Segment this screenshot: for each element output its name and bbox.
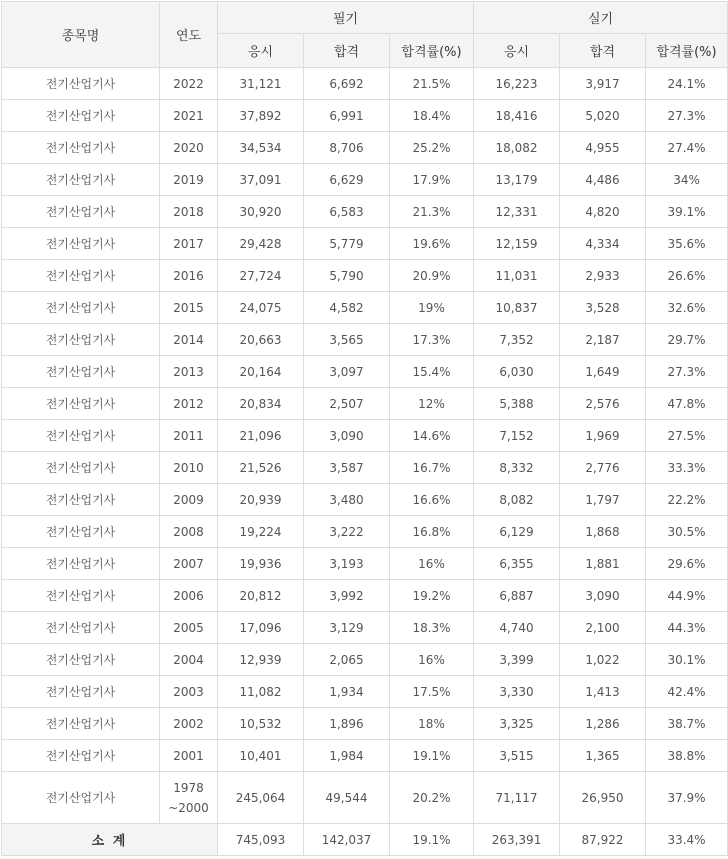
- cell-practical-pass: 4,334: [560, 228, 646, 260]
- table-row: [2, 420, 728, 452]
- cell-practical-apply: 16,223: [474, 68, 560, 100]
- cell-practical-apply: 5,388: [474, 388, 560, 420]
- cell-written-apply: 10,401: [218, 740, 304, 772]
- cell-practical-apply: 3,325: [474, 708, 560, 740]
- table-row: [2, 228, 728, 260]
- cell-practical-rate: 38.8%: [646, 740, 728, 772]
- cell-written-apply: 19,936: [218, 548, 304, 580]
- cell-practical-pass: 2,776: [560, 452, 646, 484]
- cell-written-pass: 3,097: [304, 356, 390, 388]
- cell-name: 전기산업기사: [2, 644, 160, 676]
- cell-written-rate: 17.5%: [390, 676, 474, 708]
- cell-year: 2021: [160, 100, 218, 132]
- table-row: [2, 612, 728, 644]
- table-row: [2, 356, 728, 388]
- cell-written-apply: 37,091: [218, 164, 304, 196]
- total-written-rate: 19.1%: [390, 824, 474, 856]
- cell-practical-apply: 8,082: [474, 484, 560, 516]
- cell-name: 전기산업기사: [2, 772, 160, 824]
- cell-practical-apply: 8,332: [474, 452, 560, 484]
- cell-practical-pass: 1,413: [560, 676, 646, 708]
- cell-practical-apply: 13,179: [474, 164, 560, 196]
- cell-practical-rate: 27.5%: [646, 420, 728, 452]
- cell-year: 2004: [160, 644, 218, 676]
- cell-practical-apply: 7,152: [474, 420, 560, 452]
- cell-practical-pass: 3,917: [560, 68, 646, 100]
- cell-written-pass: 5,779: [304, 228, 390, 260]
- cell-written-pass: 2,065: [304, 644, 390, 676]
- cell-written-pass: 6,991: [304, 100, 390, 132]
- cell-practical-rate: 33.3%: [646, 452, 728, 484]
- cell-year: 2009: [160, 484, 218, 516]
- cell-year: 2013: [160, 356, 218, 388]
- cell-year: 2006: [160, 580, 218, 612]
- cell-practical-apply: 6,355: [474, 548, 560, 580]
- cell-practical-pass: 1,286: [560, 708, 646, 740]
- cell-practical-apply: 3,330: [474, 676, 560, 708]
- cell-written-pass: 4,582: [304, 292, 390, 324]
- cell-year: 2010: [160, 452, 218, 484]
- total-row: [2, 824, 728, 856]
- cell-name: 전기산업기사: [2, 580, 160, 612]
- cell-written-rate: 12%: [390, 388, 474, 420]
- cell-written-rate: 19.2%: [390, 580, 474, 612]
- cell-written-pass: 1,896: [304, 708, 390, 740]
- cell-name: 전기산업기사: [2, 356, 160, 388]
- cell-practical-rate: 30.5%: [646, 516, 728, 548]
- cell-name: 전기산업기사: [2, 612, 160, 644]
- cell-written-pass: 3,587: [304, 452, 390, 484]
- cell-practical-pass: 3,090: [560, 580, 646, 612]
- cell-written-rate: 25.2%: [390, 132, 474, 164]
- header-written-rate: 합격률(%): [390, 34, 474, 68]
- table-row: [2, 164, 728, 196]
- cell-practical-pass: 2,187: [560, 324, 646, 356]
- cell-written-pass: 6,629: [304, 164, 390, 196]
- cell-written-apply: 17,096: [218, 612, 304, 644]
- table-row: [2, 580, 728, 612]
- table-row: [2, 740, 728, 772]
- cell-practical-rate: 42.4%: [646, 676, 728, 708]
- header-practical-rate: 합격률(%): [646, 34, 728, 68]
- total-label: 소 계: [2, 824, 218, 856]
- cell-written-apply: 10,532: [218, 708, 304, 740]
- cell-written-pass: 2,507: [304, 388, 390, 420]
- total-practical-apply: 263,391: [474, 824, 560, 856]
- cell-written-rate: 17.9%: [390, 164, 474, 196]
- cell-practical-rate: 30.1%: [646, 644, 728, 676]
- cell-year: 2022: [160, 68, 218, 100]
- cell-written-apply: 24,075: [218, 292, 304, 324]
- cell-year: 2016: [160, 260, 218, 292]
- cell-written-rate: 18.3%: [390, 612, 474, 644]
- cell-written-apply: 245,064: [218, 772, 304, 824]
- cell-written-rate: 19%: [390, 292, 474, 324]
- cell-written-rate: 16%: [390, 644, 474, 676]
- cell-practical-rate: 35.6%: [646, 228, 728, 260]
- cell-practical-rate: 34%: [646, 164, 728, 196]
- cell-written-rate: 16.7%: [390, 452, 474, 484]
- cell-name: 전기산업기사: [2, 164, 160, 196]
- cell-written-apply: 37,892: [218, 100, 304, 132]
- cell-practical-rate: 37.9%: [646, 772, 728, 824]
- header-practical-apply: 응시: [474, 34, 560, 68]
- cell-practical-apply: 6,129: [474, 516, 560, 548]
- header-row-top: [2, 2, 728, 34]
- cell-written-pass: 3,480: [304, 484, 390, 516]
- cell-practical-rate: 44.3%: [646, 612, 728, 644]
- cell-written-rate: 14.6%: [390, 420, 474, 452]
- cell-written-apply: 20,812: [218, 580, 304, 612]
- table-row: [2, 708, 728, 740]
- cell-practical-rate: 27.3%: [646, 100, 728, 132]
- cell-practical-pass: 3,528: [560, 292, 646, 324]
- cell-practical-pass: 2,100: [560, 612, 646, 644]
- cell-year-range: [160, 772, 218, 824]
- cell-name: 전기산업기사: [2, 420, 160, 452]
- table-row: [2, 388, 728, 420]
- exam-stats-table: [1, 1, 728, 856]
- cell-practical-pass: 4,955: [560, 132, 646, 164]
- cell-name: 전기산업기사: [2, 324, 160, 356]
- cell-written-pass: 8,706: [304, 132, 390, 164]
- cell-written-pass: 3,193: [304, 548, 390, 580]
- cell-practical-apply: 11,031: [474, 260, 560, 292]
- cell-practical-pass: 26,950: [560, 772, 646, 824]
- table-row: [2, 260, 728, 292]
- cell-year: 2017: [160, 228, 218, 260]
- cell-year: 2005: [160, 612, 218, 644]
- cell-practical-pass: 1,881: [560, 548, 646, 580]
- cell-year: 2015: [160, 292, 218, 324]
- cell-written-pass: 3,129: [304, 612, 390, 644]
- table-row: [2, 548, 728, 580]
- cell-written-apply: 21,526: [218, 452, 304, 484]
- cell-practical-rate: 27.3%: [646, 356, 728, 388]
- cell-written-rate: 15.4%: [390, 356, 474, 388]
- cell-name: 전기산업기사: [2, 484, 160, 516]
- cell-written-rate: 16.6%: [390, 484, 474, 516]
- cell-written-pass: 5,790: [304, 260, 390, 292]
- cell-written-apply: 29,428: [218, 228, 304, 260]
- cell-written-pass: 6,583: [304, 196, 390, 228]
- cell-year: 2011: [160, 420, 218, 452]
- cell-written-apply: 11,082: [218, 676, 304, 708]
- cell-year: 2002: [160, 708, 218, 740]
- cell-name: 전기산업기사: [2, 132, 160, 164]
- cell-name: 전기산업기사: [2, 196, 160, 228]
- table-row: [2, 516, 728, 548]
- cell-written-apply: 31,121: [218, 68, 304, 100]
- header-year: 연도: [160, 2, 218, 68]
- cell-practical-apply: 18,082: [474, 132, 560, 164]
- table-body: [2, 68, 728, 824]
- cell-written-rate: 16.8%: [390, 516, 474, 548]
- cell-written-apply: 21,096: [218, 420, 304, 452]
- header-name: 종목명: [2, 2, 160, 68]
- cell-written-rate: 18%: [390, 708, 474, 740]
- table-row: [2, 676, 728, 708]
- cell-written-pass: 6,692: [304, 68, 390, 100]
- cell-written-apply: 20,939: [218, 484, 304, 516]
- cell-written-pass: 3,992: [304, 580, 390, 612]
- header-written: 필기: [218, 2, 474, 34]
- cell-written-apply: 19,224: [218, 516, 304, 548]
- total-practical-rate: 33.4%: [646, 824, 728, 856]
- cell-name: 전기산업기사: [2, 740, 160, 772]
- cell-name: 전기산업기사: [2, 676, 160, 708]
- cell-name: 전기산업기사: [2, 708, 160, 740]
- table-row: [2, 132, 728, 164]
- cell-year: 2007: [160, 548, 218, 580]
- cell-written-rate: 20.9%: [390, 260, 474, 292]
- total-written-pass: 142,037: [304, 824, 390, 856]
- cell-written-apply: 34,534: [218, 132, 304, 164]
- cell-written-pass: 49,544: [304, 772, 390, 824]
- cell-practical-pass: 1,649: [560, 356, 646, 388]
- total-practical-pass: 87,922: [560, 824, 646, 856]
- table-row: [2, 292, 728, 324]
- cell-written-apply: 20,164: [218, 356, 304, 388]
- header-practical-pass: 합격: [560, 34, 646, 68]
- cell-written-apply: 12,939: [218, 644, 304, 676]
- table-row-range: [2, 772, 728, 824]
- table-row: [2, 452, 728, 484]
- cell-year: 2012: [160, 388, 218, 420]
- cell-practical-rate: 27.4%: [646, 132, 728, 164]
- cell-practical-apply: 3,515: [474, 740, 560, 772]
- cell-year: 2014: [160, 324, 218, 356]
- cell-practical-rate: 22.2%: [646, 484, 728, 516]
- total-written-apply: 745,093: [218, 824, 304, 856]
- cell-year: 2019: [160, 164, 218, 196]
- cell-name: 전기산업기사: [2, 388, 160, 420]
- cell-year: 2001: [160, 740, 218, 772]
- header-written-apply: 응시: [218, 34, 304, 68]
- cell-name: 전기산업기사: [2, 68, 160, 100]
- cell-year: 2003: [160, 676, 218, 708]
- cell-written-rate: 18.4%: [390, 100, 474, 132]
- cell-name: 전기산업기사: [2, 516, 160, 548]
- cell-written-rate: 16%: [390, 548, 474, 580]
- cell-practical-apply: 10,837: [474, 292, 560, 324]
- cell-practical-pass: 5,020: [560, 100, 646, 132]
- cell-written-apply: 30,920: [218, 196, 304, 228]
- cell-practical-rate: 24.1%: [646, 68, 728, 100]
- cell-name: 전기산업기사: [2, 452, 160, 484]
- cell-written-pass: 1,934: [304, 676, 390, 708]
- cell-written-pass: 3,565: [304, 324, 390, 356]
- cell-practical-pass: 4,486: [560, 164, 646, 196]
- cell-written-apply: 27,724: [218, 260, 304, 292]
- cell-practical-rate: 39.1%: [646, 196, 728, 228]
- cell-practical-pass: 1,365: [560, 740, 646, 772]
- cell-practical-apply: 18,416: [474, 100, 560, 132]
- table-row: [2, 324, 728, 356]
- cell-practical-pass: 4,820: [560, 196, 646, 228]
- cell-written-rate: 19.6%: [390, 228, 474, 260]
- cell-practical-apply: 71,117: [474, 772, 560, 824]
- year-from: 1978: [173, 780, 204, 795]
- table-row: [2, 484, 728, 516]
- cell-name: 전기산업기사: [2, 100, 160, 132]
- cell-practical-rate: 44.9%: [646, 580, 728, 612]
- cell-name: 전기산업기사: [2, 548, 160, 580]
- cell-practical-pass: 1,022: [560, 644, 646, 676]
- table-row: [2, 100, 728, 132]
- header-written-pass: 합격: [304, 34, 390, 68]
- cell-practical-apply: 3,399: [474, 644, 560, 676]
- cell-practical-pass: 1,797: [560, 484, 646, 516]
- cell-year: 2008: [160, 516, 218, 548]
- cell-written-rate: 19.1%: [390, 740, 474, 772]
- cell-year: 2018: [160, 196, 218, 228]
- cell-practical-apply: 6,887: [474, 580, 560, 612]
- cell-name: 전기산업기사: [2, 292, 160, 324]
- cell-practical-apply: 7,352: [474, 324, 560, 356]
- cell-written-rate: 20.2%: [390, 772, 474, 824]
- cell-practical-pass: 2,933: [560, 260, 646, 292]
- cell-practical-rate: 47.8%: [646, 388, 728, 420]
- table-row: [2, 644, 728, 676]
- cell-practical-apply: 12,159: [474, 228, 560, 260]
- cell-written-pass: 3,222: [304, 516, 390, 548]
- cell-written-apply: 20,834: [218, 388, 304, 420]
- cell-practical-rate: 38.7%: [646, 708, 728, 740]
- table-row: [2, 68, 728, 100]
- cell-written-rate: 17.3%: [390, 324, 474, 356]
- cell-practical-apply: 12,331: [474, 196, 560, 228]
- cell-practical-apply: 4,740: [474, 612, 560, 644]
- cell-practical-pass: 1,969: [560, 420, 646, 452]
- cell-written-rate: 21.3%: [390, 196, 474, 228]
- cell-practical-pass: 1,868: [560, 516, 646, 548]
- cell-practical-pass: 2,576: [560, 388, 646, 420]
- year-to: ~2000: [168, 800, 209, 815]
- cell-name: 전기산업기사: [2, 260, 160, 292]
- header-practical: 실기: [474, 2, 728, 34]
- cell-practical-rate: 29.7%: [646, 324, 728, 356]
- cell-written-pass: 3,090: [304, 420, 390, 452]
- cell-practical-rate: 32.6%: [646, 292, 728, 324]
- cell-name: 전기산업기사: [2, 228, 160, 260]
- cell-practical-rate: 26.6%: [646, 260, 728, 292]
- cell-written-pass: 1,984: [304, 740, 390, 772]
- cell-written-rate: 21.5%: [390, 68, 474, 100]
- cell-practical-rate: 29.6%: [646, 548, 728, 580]
- table-row: [2, 196, 728, 228]
- cell-written-apply: 20,663: [218, 324, 304, 356]
- cell-practical-apply: 6,030: [474, 356, 560, 388]
- cell-year: 2020: [160, 132, 218, 164]
